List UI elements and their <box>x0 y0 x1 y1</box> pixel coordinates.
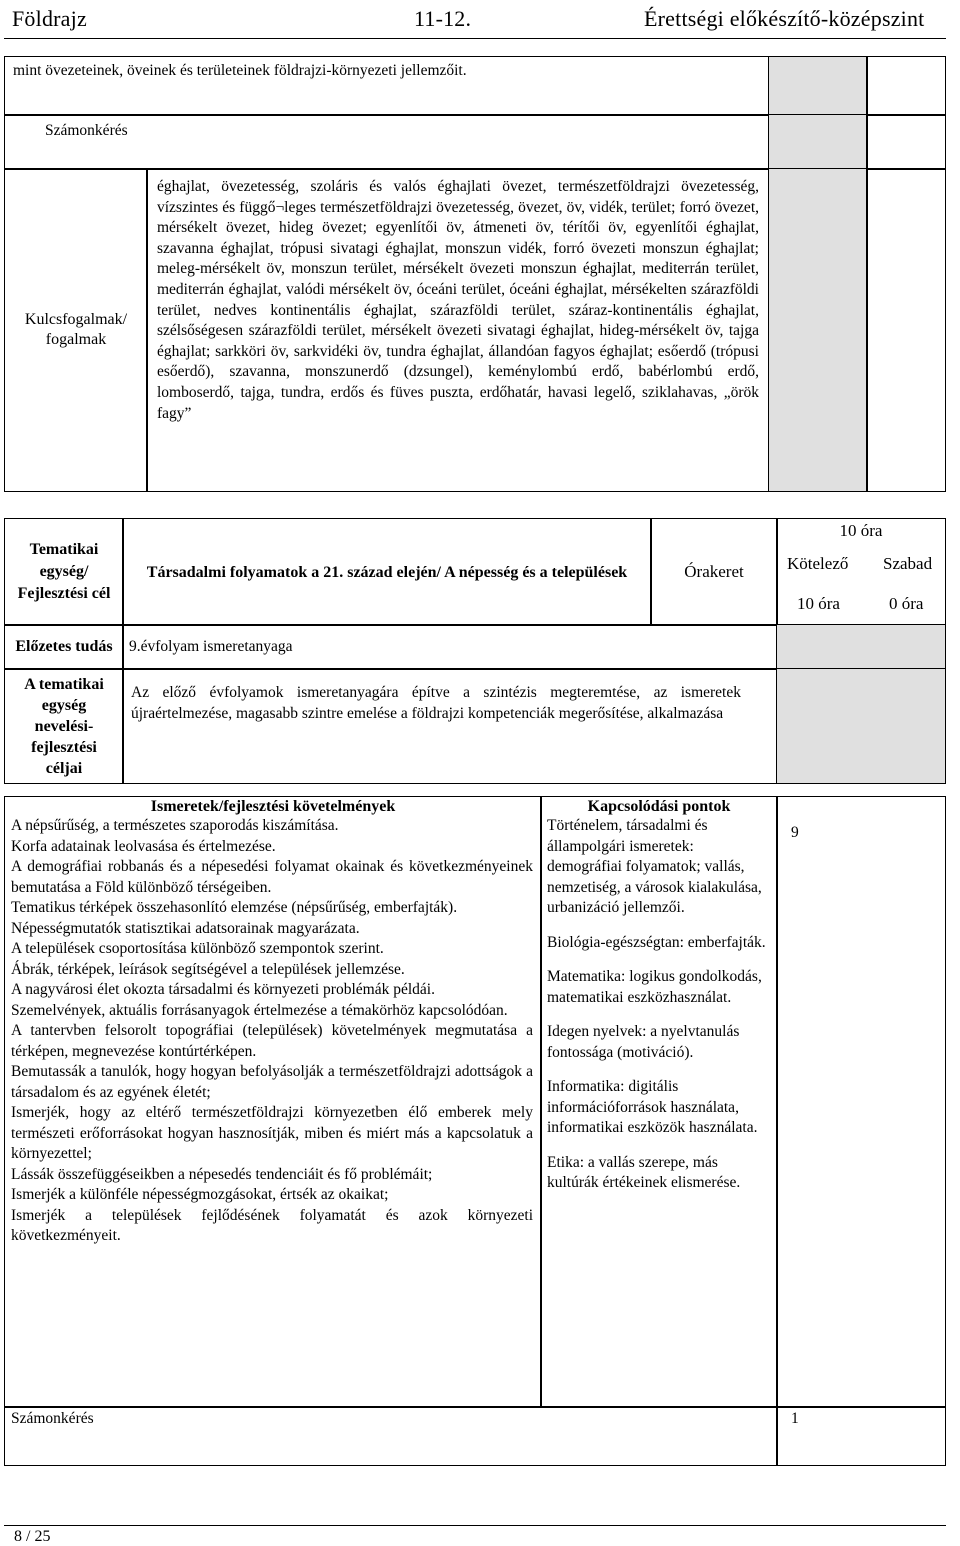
req-szamonkeres-value-cell <box>776 1406 946 1466</box>
requirement-item: Ismerjék a települések fejlődésének folyamatát és azok környezeti következményeit. <box>11 1206 533 1244</box>
intro-blank-cell <box>866 56 946 116</box>
szabad-label: Szabad <box>883 554 933 573</box>
req-szamonkeres-label: Számonkérés <box>11 1410 94 1427</box>
ora-cell <box>776 518 946 626</box>
requirement-item: A népsűrűség, a természetes szaporodás kiszámítása. <box>11 817 339 834</box>
header-rule <box>4 38 946 39</box>
intro-cell <box>4 56 770 116</box>
elozetes-label: Előzetes tudás <box>15 638 113 655</box>
kotelezo-value: 10 óra <box>797 594 840 613</box>
kulcs-blank-cell <box>866 168 946 492</box>
req-szamonkeres-cell <box>4 1406 778 1466</box>
intro-text: mint övezeteinek, öveinek és területeinek földrajzi-környezeti jellemzőit. <box>13 62 467 79</box>
celjai-label-cell <box>4 668 124 784</box>
elozetes-label-cell <box>4 624 124 670</box>
link-item: Idegen nyelvek: a nyelvtanulás fontossága (motiváció). <box>547 1023 740 1061</box>
elozetes-text: 9.évfolyam ismeretanyaga <box>129 638 293 655</box>
szamonkeres-label: Számonkérés <box>45 122 128 139</box>
szamonkeres-blank-cell <box>866 114 946 170</box>
requirement-item: A nagyvárosi élet okozta társadalmi és környezeti problémák példái. <box>11 981 435 998</box>
link-item: Matematika: logikus gondolkodás, matematikai eszközhasználat. <box>547 968 762 1006</box>
elozetes-gray-cell <box>776 624 946 670</box>
links-col <box>540 796 778 1408</box>
szamonkeres-gray-cell <box>768 114 868 170</box>
requirement-item: Ismerjék, hogy az eltérő természetföldrajzi környezetben élő emberek mely természeti erőforrásokat hogyan hasznosítják, miben és miért más a kapcsolatuk a környezettel; <box>11 1104 533 1162</box>
header-grade: 11-12. <box>414 6 472 31</box>
link-item: Etika: a vallás szerepe, más kultúrák értékeinek elismerése. <box>547 1153 741 1191</box>
kulcs-gray-cell <box>768 168 868 492</box>
kulcs-label-cell <box>4 168 148 492</box>
unit-title: Társadalmi folyamatok a 21. század elején/ A népesség és a települések <box>146 563 628 581</box>
links-header: Kapcsolódási pontok <box>587 798 731 815</box>
links-list <box>541 816 777 1194</box>
celjai-text: Az előző évfolyamok ismeretanyagára építve a szintézis megteremtése, az ismeretek újraértelmezése, magasabb szintre emelése a földrajzi kompetenciák megerősítése, alkalmazása <box>131 684 741 722</box>
footer-rule <box>4 1525 946 1526</box>
requirement-item: Ismerjék a különféle népességmozgásokat, értsék az okaikat; <box>11 1186 389 1203</box>
orakeret-label: Órakeret <box>684 562 744 581</box>
page-number: 8 / 25 <box>14 1528 51 1545</box>
intro-gray-cell <box>768 56 868 116</box>
kotelezo-label: Kötelező <box>787 554 849 573</box>
link-item: Történelem, társadalmi és állampolgári ismeretek: demográfiai folyamatok; vallás, nemzetiség, a városok kialakulása, urbanizáció jellemzői. <box>547 817 762 916</box>
hours-value: 9 <box>791 824 799 841</box>
requirements-header: Ismeretek/fejlesztési követelmények <box>150 798 396 815</box>
req-szamonkeres-value: 1 <box>791 1410 799 1427</box>
kulcs-label: Kulcsfogalmak/ fogalmak <box>24 311 128 348</box>
elozetes-text-cell <box>122 624 778 670</box>
requirements-list <box>5 816 541 1247</box>
requirement-item: A települések csoportosítása különböző szempontok szerint. <box>11 940 384 957</box>
header-level: Érettségi előkészítő-középszint <box>644 6 925 31</box>
kulcs-text-cell <box>146 168 770 492</box>
requirement-item: Lássák összefüggéseikben a népesedés tendenciáit és fő problémáit; <box>11 1165 433 1183</box>
szabad-value: 0 óra <box>889 594 924 613</box>
unit-title-cell <box>122 518 652 626</box>
page-header <box>0 6 960 36</box>
requirement-item: Tematikus térképek összehasonlító elemzése (népsűrűség, emberfajták). <box>11 899 458 916</box>
requirement-item: Népességmutatók statisztikai adatsorainak magyarázata. <box>11 919 360 937</box>
link-item: Informatika: digitális információforrások használata, informatikai eszközök használata. <box>547 1078 758 1136</box>
hours-col <box>776 796 946 1408</box>
tematikai-label: Tematikai egység/ Fejlesztési cél <box>17 541 111 602</box>
requirement-item: A demográfiai robbanás és a népesedési folyamat okainak és következményeinek bemutatása a Föld különböző térségeiben. <box>11 858 533 896</box>
szamonkeres-cell <box>4 114 770 170</box>
header-subject: Földrajz <box>12 6 87 31</box>
requirement-item: Ábrák, térképek, leírások segítségével a települések jellemzése. <box>11 960 405 978</box>
requirement-item: Bemutassák a tanulók, hogy hogyan befolyásolják a természetföldrajzi adottságok a társadalom és az egyének életét; <box>11 1063 533 1101</box>
requirement-item: Korfa adatainak leolvasása és értelmezése. <box>11 837 276 855</box>
requirement-item: A tantervben felsorolt topográfiai (települések) követelmények megmutatása a térképen, megnevezése kontúrtérképen. <box>11 1022 533 1060</box>
requirement-item: Szemelvények, aktuális forrásanyagok értelmezése a témakörhöz kapcsolódóan. <box>11 1001 508 1019</box>
requirements-col <box>4 796 542 1408</box>
celjai-label: A tematikai egység nevelési-fejlesztési céljai <box>24 675 104 777</box>
tematikai-label-cell <box>4 518 124 626</box>
kulcs-text: éghajlat, övezetesség, szoláris és valós éghajlati övezet, természetföldrajzi övezetesség, vízszintes és függő¬leges természetföldrajzi övezetesség, övezet, öv, vidék, terület; forró övezet, mérsékelt övezet, hideg övezet; egyenlítői öv, átmeneti öv, térítői öv, egyenlítői éghajlat, szavanna éghajlat, trópusi sivatagi éghajlat, monszun vidék, forró övezeti monszun éghajlat; meleg-mérsékelt öv, monszun terület, mérsékelt övezeti monszun éghajlat, mediterrán terület, mediterrán éghajlat, valódi mérsékelt öv, óceáni terület, óceáni éghajlat, mérsékelten szárazföldi terület, nedves kontinentális éghajlat, szárazföldi terület, száraz-kontinentális éghajlat, szélsőségesen szárazföldi terület, mérsékelt övezeti sivatagi éghajlat, hideg-mérsékelt öv, tajga éghajlat; sarkköri öv, sarkvidéki öv, tundra éghajlat, állandóan fagyos éghajlat; esőerdő (trópusi esőerdő), szavanna, monszunerdő (dzsungel), keménylombú erdő, babérlombú erdő, lomboserdő, tajga, tundra, erdős és füves puszta, erdőhatár, havasi legelő, sziklahavas, „örök fagy” <box>157 178 759 422</box>
celjai-gray-cell <box>776 668 946 784</box>
celjai-text-cell <box>122 668 778 784</box>
orakeret-cell <box>650 518 778 626</box>
link-item: Biológia-egészségtan: emberfajták. <box>547 933 766 951</box>
ora-total: 10 óra <box>839 521 883 540</box>
